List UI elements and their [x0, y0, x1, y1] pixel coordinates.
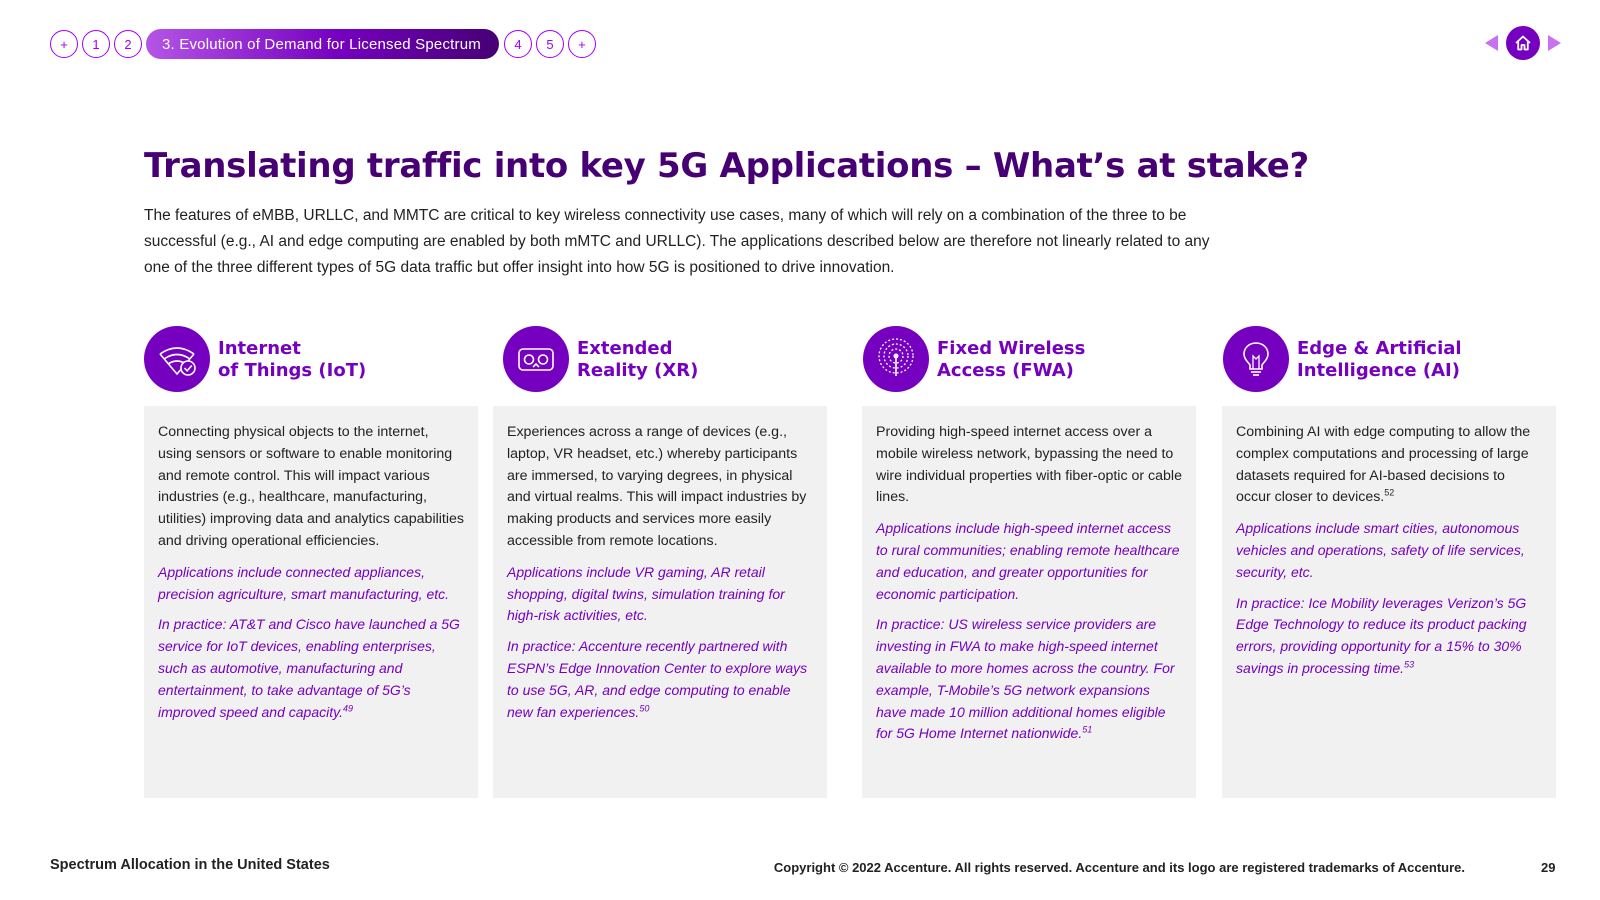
iot-card — [144, 406, 478, 798]
column-title-line-2: Access (FWA) — [937, 360, 1074, 381]
column-header — [1223, 326, 1557, 406]
column-title-line-2: Reality (XR) — [577, 360, 699, 381]
page-navigation — [1485, 26, 1561, 60]
lightbulb-icon — [1223, 326, 1289, 392]
footnote-ref[interactable]: 52 — [1384, 487, 1395, 498]
column-title — [577, 338, 698, 382]
next-page-icon[interactable] — [1548, 35, 1561, 51]
in-practice-text: In practice: Accenture recently partnered with ESPN’s Edge Innovation Center to explore ways to use 5G, AR, and edge computing to enable new fan experiences. — [507, 638, 808, 720]
nav-section-3-active[interactable]: 3. Evolution of Demand for Licensed Spectrum — [146, 29, 499, 59]
column-title — [218, 338, 366, 382]
footnote-ref[interactable]: 51 — [1082, 724, 1093, 735]
card-applications: Applications include high-speed internet access to rural communities; enabling remote healthcare and education, and greater opportunities for economic participation. — [876, 520, 1180, 602]
card-applications: Applications include connected appliances, precision agriculture, smart manufacturing, etc. — [158, 563, 450, 602]
card-applications: Applications include VR gaming, AR retail shopping, digital twins, simulation training for high-risk activities, etc. — [507, 563, 785, 624]
iot-wifi-check-icon — [144, 326, 210, 392]
in-practice-text: In practice: AT&T and Cisco have launched a 5G service for IoT devices, enabling enterprises, such as automotive, manufacturing and entertainment, to take advantage of 5G’s improved speed and capacity. — [158, 616, 460, 720]
column-title-line-1: Extended — [577, 338, 673, 359]
nav-more-button[interactable]: + — [568, 30, 596, 58]
antenna-signal-icon — [863, 326, 929, 392]
column-title-line-1: Fixed Wireless — [937, 338, 1086, 359]
nav-section-2[interactable]: 2 — [114, 30, 142, 58]
card-description — [1236, 422, 1542, 509]
card-description: Experiences across a range of devices (e.g., laptop, VR headset, etc.) whereby participants are immersed, to varying degrees, in physical and virtual realms. This will impact industries by making products and services more easily accessible from remote locations. — [507, 424, 807, 549]
in-practice-text: In practice: US wireless service providers are investing in FWA to make high-speed internet available to more homes across the country. For example, T-Mobile’s 5G network expansions have made 10 million additional homes eligible for 5G Home Internet nationwide. — [876, 616, 1175, 742]
home-icon — [1514, 34, 1532, 52]
document-title-footer: Spectrum Allocation in the United States — [50, 857, 330, 873]
column-title-line-2: of Things (IoT) — [218, 360, 367, 381]
edge-ai-card — [1222, 406, 1556, 798]
vr-headset-icon — [503, 326, 569, 392]
column-title-line-1: Edge & Artificial — [1297, 338, 1462, 359]
card-in-practice — [158, 614, 464, 723]
fwa-card — [862, 406, 1196, 798]
column-title — [937, 338, 1085, 382]
footnote-ref[interactable]: 50 — [639, 702, 650, 713]
footnote-ref[interactable]: 53 — [1404, 659, 1415, 670]
xr-card — [493, 406, 827, 798]
page-number: 29 — [1541, 860, 1556, 875]
nav-expand-button[interactable]: + — [50, 30, 78, 58]
card-description-text: Combining AI with edge computing to allow the complex computations and processing of large datasets required for AI-based decisions to occur closer to devices. — [1236, 424, 1531, 506]
column-title-line-1: Internet — [218, 338, 301, 359]
card-in-practice — [876, 614, 1182, 745]
nav-section-4[interactable]: 4 — [504, 30, 532, 58]
card-applications: Applications include smart cities, autonomous vehicles and operations, safety of life services, security, etc. — [1236, 520, 1525, 580]
footnote-ref[interactable]: 49 — [342, 702, 353, 713]
column-title — [1297, 338, 1462, 382]
card-description: Providing high-speed internet access over a mobile wireless network, bypassing the need to wire individual properties with fiber-optic or cable lines. — [876, 424, 1182, 506]
copyright-notice: Copyright © 2022 Accenture. All rights reserved. Accenture and its logo are registered trademarks of Accenture. — [773, 860, 1465, 875]
fwa-column — [863, 326, 1197, 742]
edge-ai-column — [1223, 326, 1557, 676]
column-header — [503, 326, 837, 406]
in-practice-text: In practice: Ice Mobility leverages Verizon’s 5G Edge Technology to reduce its product packing errors, providing opportunity for a 15% to 30% savings in processing time. — [1236, 594, 1527, 676]
home-button[interactable] — [1506, 26, 1540, 60]
nav-section-5[interactable]: 5 — [536, 30, 564, 58]
card-description: Connecting physical objects to the internet, using sensors or software to enable monitoring and remote control. This will impact various industries (e.g., healthcare, manufacturing, utilities) improving data and analytics capabilities and driving operational efficiencies. — [158, 424, 464, 549]
column-header — [144, 326, 478, 406]
previous-page-icon[interactable] — [1485, 35, 1498, 51]
page-title: Translating traffic into key 5G Applications – What’s at stake? — [144, 146, 1309, 186]
intro-paragraph: The features of eMBB, URLLC, and MMTC are critical to key wireless connectivity use cases, many of which will rely on a combination of the three to be successful (e.g., AI and edge computing are enabled by both mMTC and URLLC). The applications described below are therefore not linearly related to any one of the three different types of 5G data traffic but offer insight into how 5G is positioned to drive innovation. — [144, 207, 1210, 276]
iot-column — [144, 326, 478, 720]
column-header — [863, 326, 1197, 406]
card-in-practice — [507, 636, 813, 723]
section-nav — [50, 29, 600, 59]
nav-section-1[interactable]: 1 — [82, 30, 110, 58]
xr-column — [503, 326, 837, 720]
column-title-line-2: Intelligence (AI) — [1297, 360, 1460, 381]
card-in-practice — [1236, 593, 1542, 680]
